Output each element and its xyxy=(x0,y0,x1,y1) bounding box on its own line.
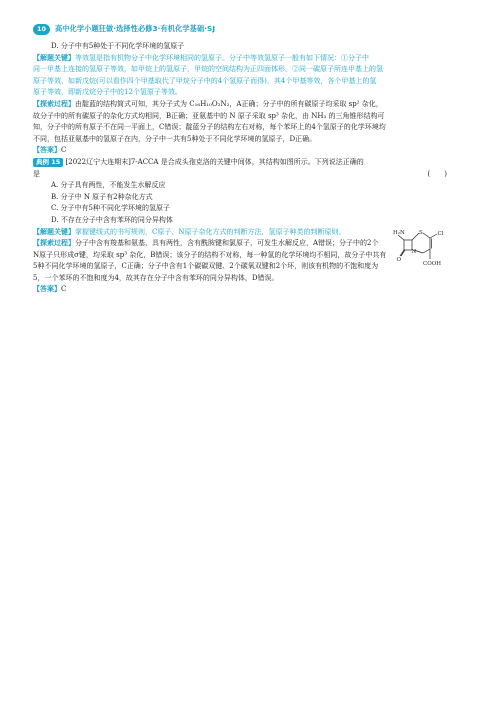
answer-value: C xyxy=(61,285,67,294)
answer-paren: ( ) xyxy=(427,169,447,178)
process-line: 故分子中的所有碳原子的杂化方式均相同，B正确；亚氨基中的 N 原子采取 sp³ 杂化，由 NH₃ 的三角锥形结构可 xyxy=(33,111,385,120)
analysis-line: 原子等效，如新戊烷(可以看作四个甲基取代了甲烷分子中的4个氢原子而得)，其4个甲基等效，各个甲基上的氢 xyxy=(33,76,377,85)
analysis-tag: 【解题关键】 xyxy=(33,53,75,62)
page-header xyxy=(33,22,215,36)
amine-label: H₂N xyxy=(393,230,405,236)
process-line: 知，分子中的所有原子不在同一平面上，C错误；靛蓝分子的结构左右对称，每个苯环上的4个氢原子的化学环境均 xyxy=(33,123,386,132)
structure-diagram xyxy=(385,222,455,270)
analysis-line: 同一甲基上连接的氢原子等效，如甲烷上的氢原子，甲烷的空间结构为正四面体形。②同一碳原子所连甲基上的氢 xyxy=(33,65,383,74)
nitrogen-label: N xyxy=(411,249,417,255)
process-line: N原子只形成σ键，均采取 sp³ 杂化，B错误；该分子的结构不对称，每一种氢的化学环境均不相同，故分子中共有 xyxy=(33,250,387,259)
process-tag: 【探索过程】 xyxy=(33,239,75,248)
answer-tag: 【答案】 xyxy=(33,146,61,155)
question-stem-2: 是 ( ) xyxy=(33,169,447,181)
option-b: B. 分子中 N 原子有2种杂化方式 xyxy=(51,192,153,201)
sulfur-label: S xyxy=(419,230,423,236)
process-line: 【探索过程】由靛蓝的结构简式可知，其分子式为 C₁₆H₁₀O₂N₂，A正确；分子中的所有碳原子均采取 sp² 杂化， xyxy=(33,99,383,108)
process-tag: 【探索过程】 xyxy=(33,99,75,108)
answer-tag: 【答案】 xyxy=(33,285,61,294)
page-number: 10 xyxy=(33,24,50,35)
question-stem: 典例 15 [2022辽宁大连期末]7-ACCA 是合成头孢克洛的关键中间体，其结构如图所示。下列说法正确的 xyxy=(33,157,447,169)
option-d-prev: D. 分子中有5种处于不同化学环境的氢原子 xyxy=(51,42,185,50)
carboxyl-label: COOH xyxy=(423,261,442,267)
analysis-line: 原子等效，即新戊烷分子中的12个氢原子等效。 xyxy=(33,88,182,97)
analysis-line: 【解题关键】掌握键线式的书写规则，C原子、N原子杂化方式的判断方法，氢原子种类的判断原则。 xyxy=(33,227,346,236)
header-title: 高中化学小题狂做·选择性必修3·有机化学基础·SJ xyxy=(55,24,216,33)
oxygen-label: O xyxy=(396,257,402,263)
answer-value: C xyxy=(61,146,67,155)
option-c: C. 分子中有5种不同化学环境的氢原子 xyxy=(51,204,171,213)
analysis-line: 【解题关键】等效氢是指有机物分子中化学环境相同的氢原子。分子中等效氢原子一般有如下情况：①分子中 xyxy=(33,53,369,62)
process-line: 【探索过程】分子中含有羧基和氨基，具有两性，含有酰胺键和氯原子，可发生水解反应，A错误；分子中的2个 xyxy=(33,239,379,248)
process-line: 不同，包括亚氨基中的氢原子在内，分子中一共有5种处于不同化学环境的氢原子，D正确。 xyxy=(33,134,317,143)
answer-line xyxy=(33,284,447,296)
question-badge: 典例 15 xyxy=(33,158,63,167)
answer-line xyxy=(33,145,447,157)
process-line: 5，一个苯环的不饱和度为4，故其存在分子中含有苯环的同分异构体，D错误。 xyxy=(33,273,279,282)
option-d: D. 不存在分子中含有苯环的同分异构体 xyxy=(51,215,173,224)
option-a: A. 分子具有两性，不能发生水解反应 xyxy=(51,181,166,190)
chlorine-label: Cl xyxy=(437,231,444,237)
process-line: 5种不同化学环境的氢原子，C正确；分子中含有1个碳碳双键、2个碳氧双键和2个环，则该有机物的不饱和度为 xyxy=(33,262,379,271)
analysis-tag: 【解题关键】 xyxy=(33,227,75,236)
